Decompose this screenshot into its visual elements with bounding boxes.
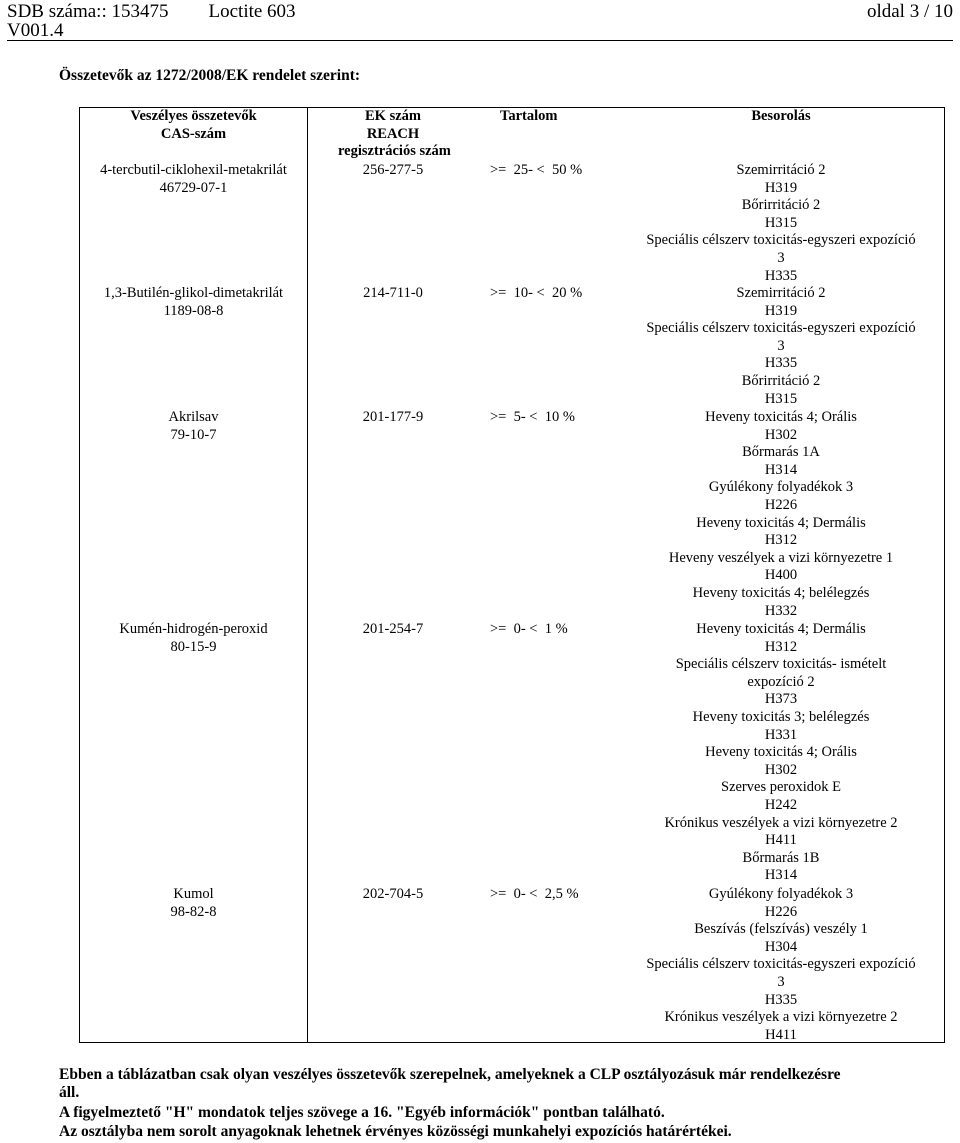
table-row-name: [80, 162, 307, 197]
classification-line: 3: [777, 249, 785, 266]
header-ec-number: [338, 108, 451, 161]
classification-line: 3: [777, 337, 785, 354]
footnote-exposure-limits: Az osztályba nem sorolt anyagoknak lehetnek érvényes közösségi munkahelyi expozíciós határértékei.: [59, 1123, 732, 1140]
classification-line: Heveny veszélyek a vizi környezetre 1: [668, 549, 894, 566]
page-header: [7, 2, 953, 41]
classification-line: H411: [765, 832, 797, 849]
version: V001.4: [7, 20, 64, 41]
classification-line: H331: [764, 726, 798, 743]
footnote-clp: Ebben a táblázatban csak olyan veszélyes összetevők szerepelnek, amelyeknek a CLP osztályozásuk már rendelkezésre: [59, 1066, 841, 1083]
ec-number: 201-177-9: [362, 409, 424, 425]
content-range: >= 25- < 50 %: [490, 162, 583, 178]
header-line-1: [7, 2, 296, 22]
classification-line: Heveny toxicitás 4; Orális: [705, 744, 857, 761]
footnote-clp-cont: áll.: [59, 1084, 80, 1101]
ingredient-name: Akrilsav: [168, 409, 219, 425]
classification-line: Bőrmarás 1A: [742, 444, 820, 461]
classification-line: H302: [764, 426, 798, 443]
classification-line: Krónikus veszélyek a vizi környezetre 2: [664, 814, 898, 831]
classification-line: H373: [764, 691, 798, 708]
ingredients-table: [79, 107, 945, 1043]
header-hazardous-ingredients: [80, 108, 307, 143]
classification-line: Bőrirritáció 2: [741, 197, 821, 214]
classification-line: Krónikus veszélyek a vizi környezetre 2: [664, 1009, 898, 1026]
classification-line: 3: [777, 973, 785, 990]
classification-line: Speciális célszerv toxicitás-egyszeri expozíció: [646, 320, 916, 337]
cas-number: 46729-07-1: [159, 179, 228, 196]
classification-line: Speciális célszerv toxicitás-egyszeri expozíció: [646, 232, 916, 249]
classification-list: [620, 409, 942, 620]
column-divider: [307, 108, 308, 1042]
header-col2-line2: REACH: [366, 125, 420, 142]
header-col2-line1: EK szám: [365, 108, 421, 124]
classification-line: Heveny toxicitás 3; belélegzés: [692, 708, 870, 725]
classification-line: Szerves peroxidok E: [721, 779, 841, 796]
header-classification: Besorolás: [751, 108, 811, 124]
classification-line: H319: [764, 302, 798, 319]
classification-list: [620, 621, 942, 885]
ingredient-name: Kumén-hidrogén-peroxid: [119, 621, 268, 637]
classification-line: Gyúlékony folyadékok 3: [708, 479, 854, 496]
footnote-h-statements: A figyelmeztető "H" mondatok teljes szövege a 16. "Egyéb információk" pontban található.: [59, 1104, 665, 1121]
content-range: >= 0- < 1 %: [490, 621, 568, 637]
cas-number: 80-15-9: [170, 638, 217, 655]
ingredient-name: 1,3-Butilén-glikol-dimetakrilát: [103, 285, 284, 301]
content-range: >= 5- < 10 %: [490, 409, 575, 425]
ec-number: 214-711-0: [363, 285, 423, 301]
content-range: >= 0- < 2,5 %: [490, 886, 579, 902]
classification-line: Szemirritáció 2: [736, 162, 826, 178]
classification-list: [620, 886, 942, 1044]
classification-line: Bőrirritáció 2: [741, 372, 821, 389]
header-col1-line2: CAS-szám: [160, 125, 227, 142]
classification-line: H335: [764, 355, 798, 372]
cas-number: 98-82-8: [170, 903, 217, 920]
content-range: >= 10- < 20 %: [490, 285, 583, 301]
header-col1-line1: Veszélyes összetevők: [130, 108, 257, 124]
ingredient-name: 4-tercbutil-ciklohexil-metakrilát: [100, 162, 287, 178]
classification-line: H319: [764, 179, 798, 196]
classification-list: [620, 285, 942, 408]
header-content: Tartalom: [500, 108, 558, 124]
product-name: Loctite 603: [208, 1, 296, 22]
classification-line: H335: [764, 267, 798, 284]
ingredient-name: Kumol: [173, 886, 214, 902]
classification-line: H314: [764, 867, 798, 884]
classification-list: [620, 162, 942, 285]
classification-line: Speciális célszerv toxicitás- ismételt: [675, 656, 887, 673]
classification-line: H304: [764, 938, 798, 955]
classification-line: H242: [764, 796, 798, 813]
classification-line: H411: [765, 1026, 797, 1043]
classification-line: H315: [764, 214, 798, 231]
ec-number: 256-277-5: [362, 162, 424, 178]
header-col2-line3: regisztrációs szám: [338, 143, 451, 160]
classification-line: Bőrmarás 1B: [742, 849, 820, 866]
classification-line: Heveny toxicitás 4; belélegzés: [692, 584, 870, 601]
classification-line: Szemirritáció 2: [736, 285, 826, 301]
sdb-number: SDB száma:: 153475: [7, 1, 169, 22]
classification-line: H314: [764, 461, 798, 478]
classification-line: expozíció 2: [747, 673, 815, 690]
classification-line: H312: [764, 532, 798, 549]
classification-line: Gyúlékony folyadékok 3: [708, 886, 854, 902]
table-row-name: [80, 886, 307, 921]
classification-line: H315: [764, 390, 798, 407]
page-number: oldal 3 / 10: [866, 1, 953, 22]
classification-line: H226: [764, 496, 798, 513]
classification-line: H302: [764, 761, 798, 778]
section-title: Összetevők az 1272/2008/EK rendelet szerint:: [59, 67, 361, 84]
classification-line: H312: [764, 638, 798, 655]
cas-number: 79-10-7: [170, 426, 217, 443]
table-row-name: [80, 621, 307, 656]
classification-line: Heveny toxicitás 4; Dermális: [696, 514, 866, 531]
classification-line: H226: [764, 903, 798, 920]
classification-line: Heveny toxicitás 4; Dermális: [696, 621, 866, 637]
classification-line: Beszívás (felszívás) veszély 1: [694, 921, 868, 938]
ec-number: 201-254-7: [362, 621, 424, 637]
cas-number: 1189-08-8: [163, 302, 224, 319]
classification-line: Heveny toxicitás 4; Orális: [705, 409, 857, 425]
table-row-name: [80, 285, 307, 320]
classification-line: Speciális célszerv toxicitás-egyszeri expozíció: [646, 956, 916, 973]
classification-line: H335: [764, 991, 798, 1008]
classification-line: H400: [764, 567, 798, 584]
ec-number: 202-704-5: [362, 886, 424, 902]
table-row-name: [80, 409, 307, 444]
classification-line: H332: [764, 602, 798, 619]
